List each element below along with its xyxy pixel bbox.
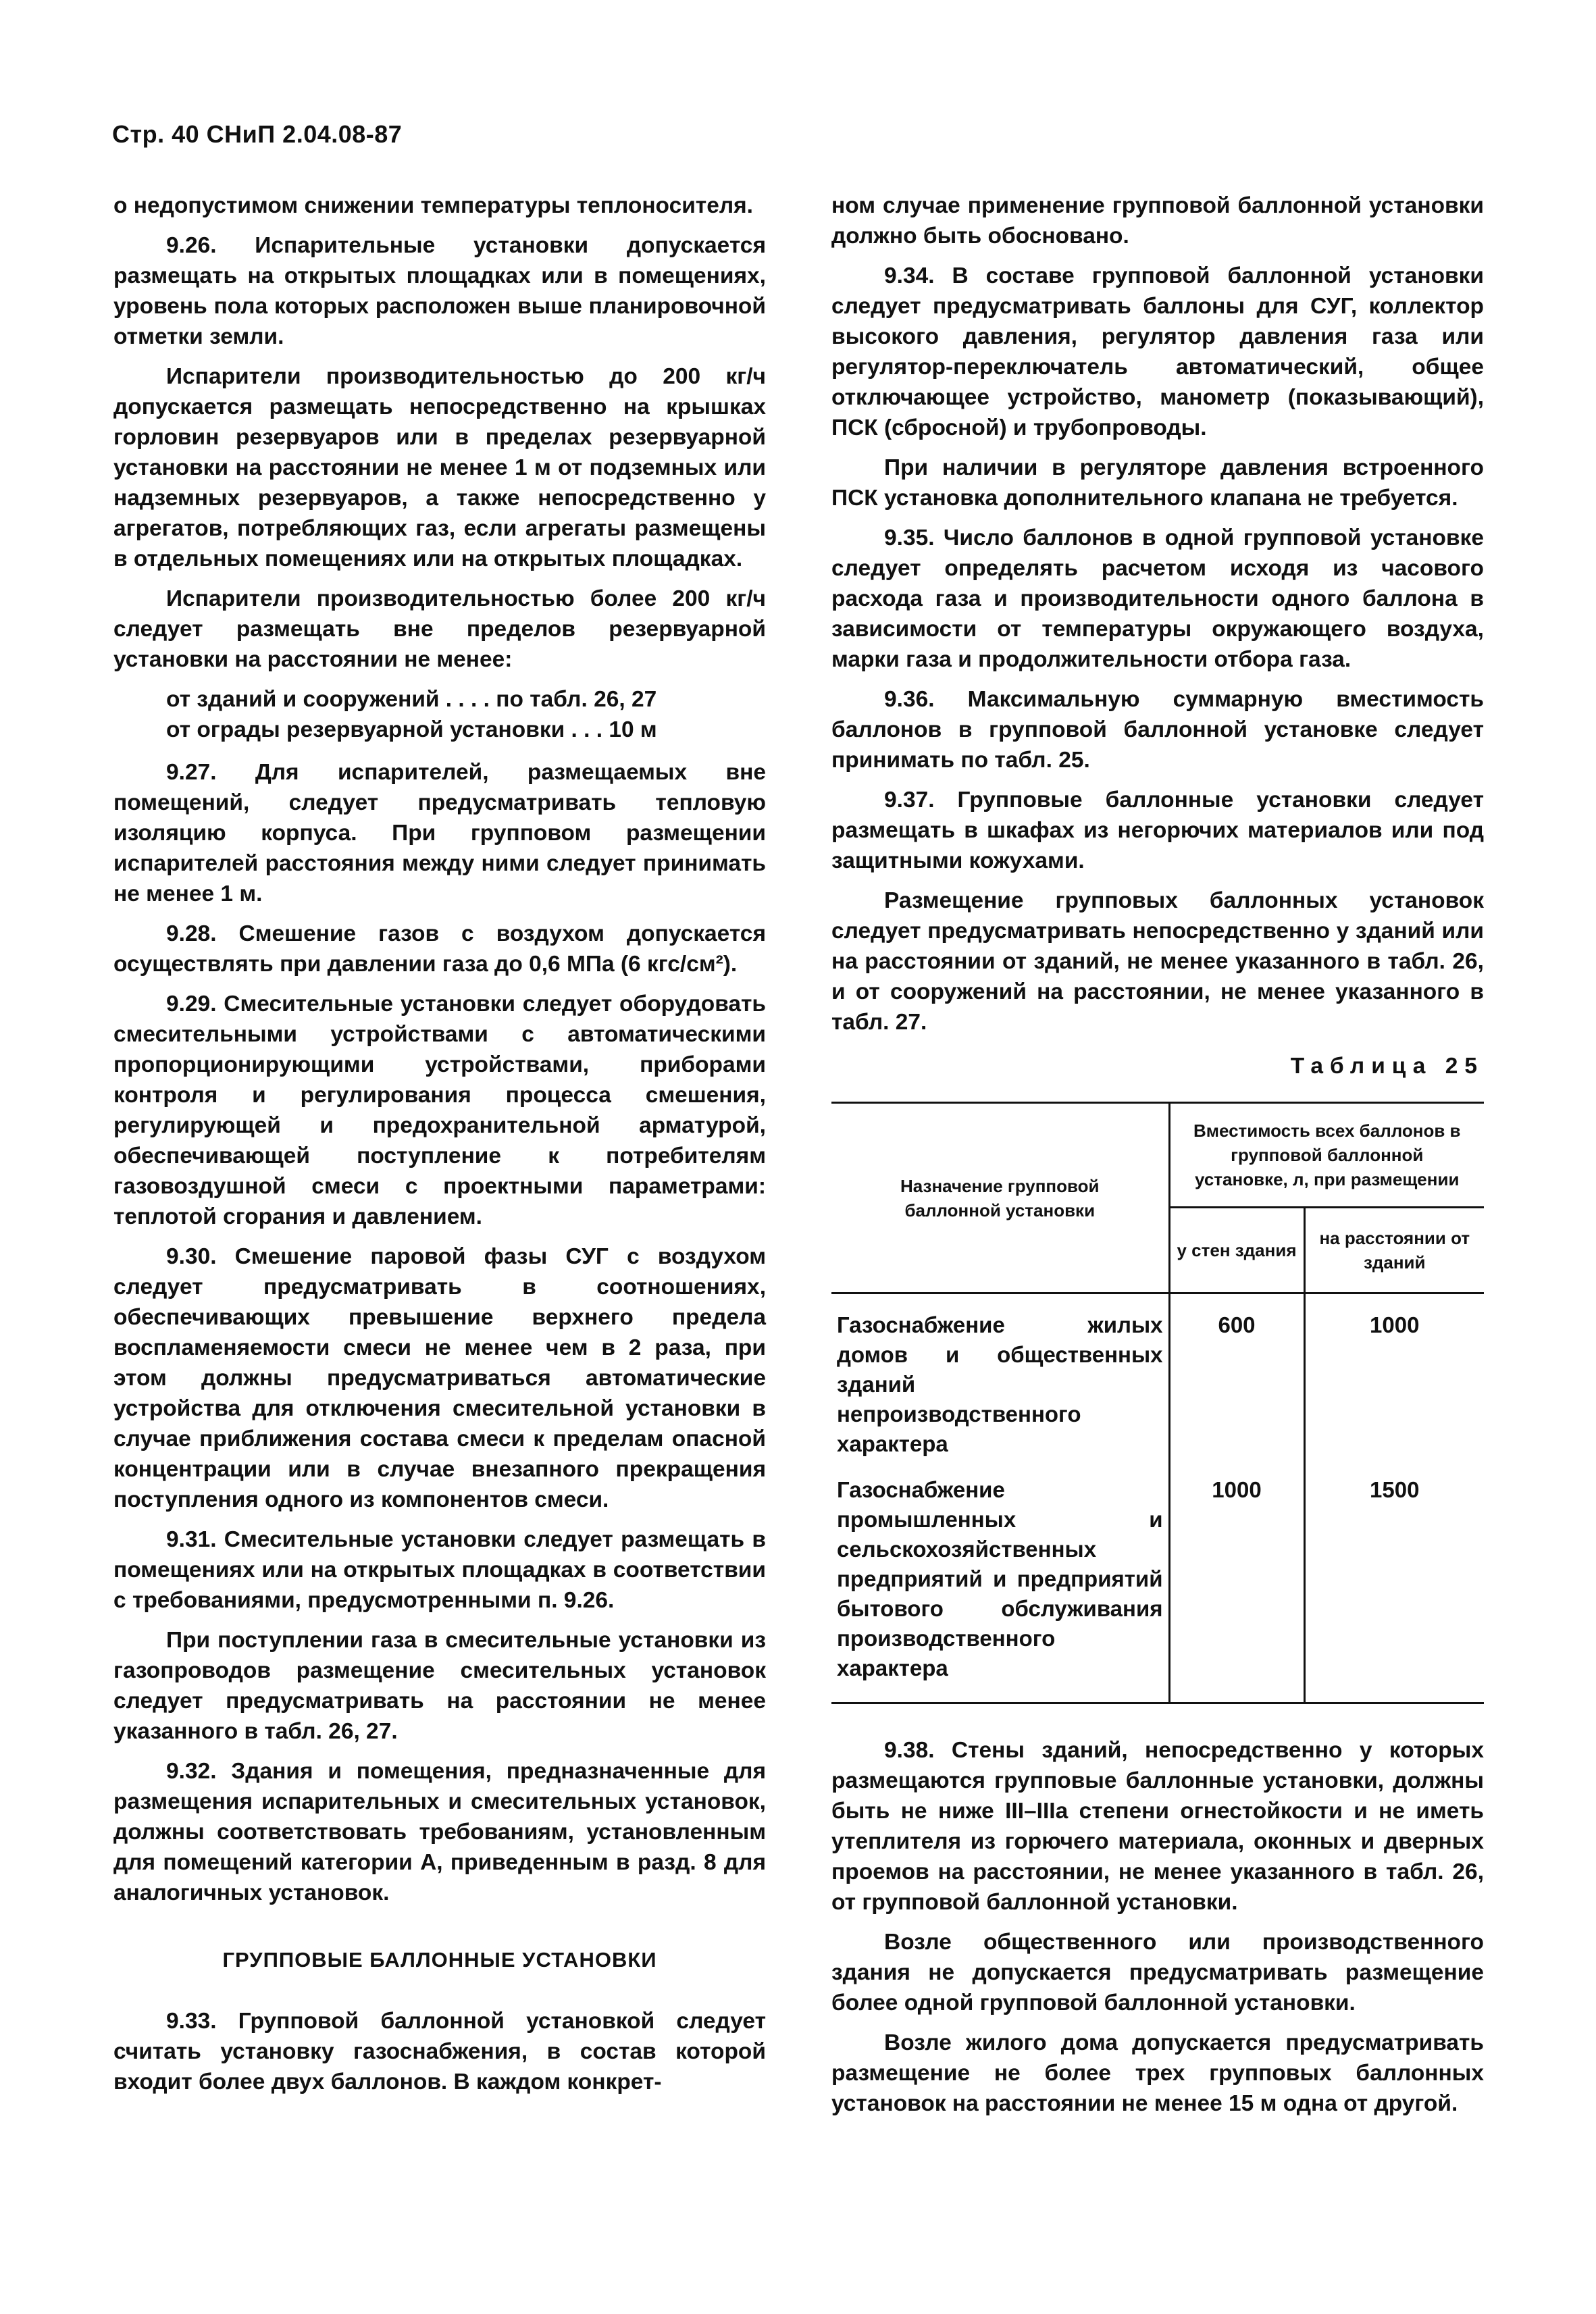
clause-text: Здания и помещения, предназначенные для размещения испарительных и смесительных установок, должны соответствовать требованиям, установленным для помещений категории А, приведенным в разд. 8 для аналогичных установок. — [113, 1759, 766, 1905]
clause-9-33 — [113, 2006, 766, 2097]
clause-number: 9.30. — [166, 1244, 217, 1269]
clause-text: Стены зданий, непосредственно у которых размещаются групповые баллонные установки, должны быть не ниже III–IIIа степени огнестойкости и не иметь утеплителя из горючего материала, оконных и дверных проемов на расстоянии, не менее указанного в табл. 26, от групповой баллонной установки. — [831, 1738, 1484, 1915]
table-cell-walls: 600 — [1169, 1293, 1304, 1470]
clause-number: 9.28. — [166, 921, 217, 946]
clause-text: Испарительные установки допускается размещать на открытых площадках или в помещениях, уровень пола которых расположен выше планировочной отметки земли. — [113, 233, 766, 349]
table-cell-purpose: Газоснабжение жилых домов и общественных зданий непроизводственного характера — [831, 1293, 1169, 1470]
table-25 — [831, 1102, 1484, 1704]
clause-number: 9.35. — [884, 525, 935, 550]
table-cell-walls: 1000 — [1169, 1470, 1304, 1703]
right-column — [831, 190, 1484, 2128]
paragraph: Испарители производительностью более 200 кг/ч следует размещать вне пределов резервуарной установки на расстоянии не менее: — [113, 586, 766, 672]
clause-text: Смесительные установки следует размещать в помещениях или на открытых площадках в соответствии с требованиями, предусмотренными п. 9.26. — [113, 1527, 766, 1613]
clause-text: Максимальную суммарную вместимость баллонов в групповой баллонной установке следует принимать по табл. 25. — [831, 687, 1484, 773]
paragraph: Размещение групповых баллонных установок следует предусматривать непосредственно у зданий или на расстоянии от зданий, не менее указанного в табл. 26, и от сооружений на расстоянии, не менее указанного в табл. 27. — [831, 888, 1484, 1035]
list-item: от ограды резервуарной установки . . . 10 м — [166, 717, 657, 742]
table-caption: Таблица 25 — [1290, 1054, 1484, 1079]
clause-9-34 — [831, 261, 1484, 443]
table-header-purpose: Назначение групповой баллонной установки — [831, 1103, 1169, 1293]
clause-text: Групповой баллонной установкой следует считать установку газоснабжения, в состав которой входит более двух баллонов. В каждом конкрет- — [113, 2009, 766, 2094]
clause-9-27 — [113, 757, 766, 909]
clause-text: Групповые баллонные установки следует размещать в шкафах из негорючих материалов или под защитными кожухами. — [831, 788, 1484, 873]
list-item: от зданий и сооружений . . . . по табл. 26, 27 — [166, 687, 657, 712]
clause-text: Для испарителей, размещаемых вне помещений, следует предусматривать тепловую изоляцию корпуса. При групповом размещении испарителей расстояния между ними следует принимать не менее 1 м. — [113, 760, 766, 906]
paragraph: Возле жилого дома допускается предусматривать размещение не более трех групповых баллонных установок на расстоянии не менее 15 м одна от другой. — [831, 2030, 1484, 2116]
clause-9-38 — [831, 1735, 1484, 1918]
table-header-capacity: Вместимость всех баллонов в групповой баллонной установке, л, при размещении — [1169, 1103, 1484, 1208]
table-row — [831, 1293, 1484, 1470]
paragraph: При наличии в регуляторе давления встроенного ПСК установка дополнительного клапана не требуется. — [831, 455, 1484, 511]
paragraph: о недопустимом снижении температуры теплоносителя. — [113, 193, 753, 218]
paragraph: ном случае применение групповой баллонной установки должно быть обосновано. — [831, 193, 1484, 249]
clause-number: 9.37. — [884, 788, 935, 813]
clause-number: 9.36. — [884, 687, 935, 712]
page-header: Стр. 40 СНиП 2.04.08-87 — [112, 120, 403, 148]
clause-9-35 — [831, 523, 1484, 675]
clause-text: Число баллонов в одной групповой установке следует определять расчетом исходя из часового расхода газа и производительности одного баллона в зависимости от температуры окружающего воздуха, марки газа и продолжительности отбора газа. — [831, 525, 1484, 672]
table-header-walls: у стен здания — [1169, 1208, 1304, 1293]
clause-9-26 — [113, 230, 766, 352]
paragraph: Испарители производительностью до 200 кг/ч допускается размещать непосредственно на крышках горловин резервуаров или в пределах резервуарной установки на расстоянии не менее 1 м от подземных или надземных резервуаров, а также непосредственно у агрегатов, потребляющих газ, если агрегаты размещены в отдельных помещениях или на открытых площадках. — [113, 364, 766, 571]
table-header-distance: на расстоянии от зданий — [1304, 1208, 1484, 1293]
clause-text: Смешение паровой фазы СУГ с воздухом следует предусматривать в соотношениях, обеспечивающих превышение верхнего предела воспламеняемости смеси не менее чем в 2 раза, при этом должны предусматриваться автоматические устройства для отключения смесительной установки в случае приближения состава смеси к пределам опасной концентрации или в случае внезапного прекращения поступления одного из компонентов смеси. — [113, 1244, 766, 1512]
clause-text: Смешение газов с воздухом допускается осуществлять при давлении газа до 0,6 МПа (6 кгс/см²). — [113, 921, 766, 977]
clause-text: В составе групповой баллонной установки следует предусматривать баллоны для СУГ, коллектор высокого давления, регулятор давления газа или регулятор-переключатель автоматический, общее отключающее устройство, манометр (показывающий), ПСК (сбросной) и трубопроводы. — [831, 263, 1484, 440]
clause-9-28 — [113, 919, 766, 979]
clause-9-29 — [113, 989, 766, 1232]
clause-number: 9.32. — [166, 1759, 217, 1784]
paragraph: Возле общественного или производственного здания не допускается предусматривать размещение более одной групповой баллонной установки. — [831, 1930, 1484, 2015]
clause-text: Смесительные установки следует оборудовать смесительными устройствами с автоматическими пропорционирующими устройствами, приборами контроля и регулирования процесса смешения, регулирующей и предохранительной арматурой, обеспечивающей поступление к потребителям газовоздушной смеси с проектными параметрами: теплотой сгорания и давлением. — [113, 992, 766, 1229]
paragraph: При поступлении газа в смесительные установки из газопроводов размещение смесительных установок следует предусматривать на расстоянии не менее указанного в табл. 26, 27. — [113, 1628, 766, 1744]
clause-number: 9.38. — [884, 1738, 935, 1763]
table-cell-distance: 1000 — [1304, 1293, 1484, 1470]
clause-number: 9.34. — [884, 263, 935, 288]
table-row — [831, 1470, 1484, 1703]
left-column — [113, 190, 766, 2107]
clause-number: 9.31. — [166, 1527, 217, 1552]
distance-list — [166, 684, 766, 745]
clause-number: 9.27. — [166, 760, 217, 785]
clause-9-30 — [113, 1241, 766, 1515]
clause-9-36 — [831, 684, 1484, 775]
clause-number: 9.33. — [166, 2009, 217, 2034]
table-cell-distance: 1500 — [1304, 1470, 1484, 1703]
table-cell-purpose: Газоснабжение промышленных и сельскохозяйственных предприятий и предприятий бытового обслуживания производственного характера — [831, 1470, 1169, 1703]
clause-number: 9.29. — [166, 992, 217, 1017]
clause-9-37 — [831, 785, 1484, 876]
clause-9-31 — [113, 1524, 766, 1616]
section-title: ГРУППОВЫЕ БАЛЛОННЫЕ УСТАНОВКИ — [222, 1948, 657, 1972]
clause-9-32 — [113, 1756, 766, 1908]
clause-number: 9.26. — [166, 233, 217, 258]
